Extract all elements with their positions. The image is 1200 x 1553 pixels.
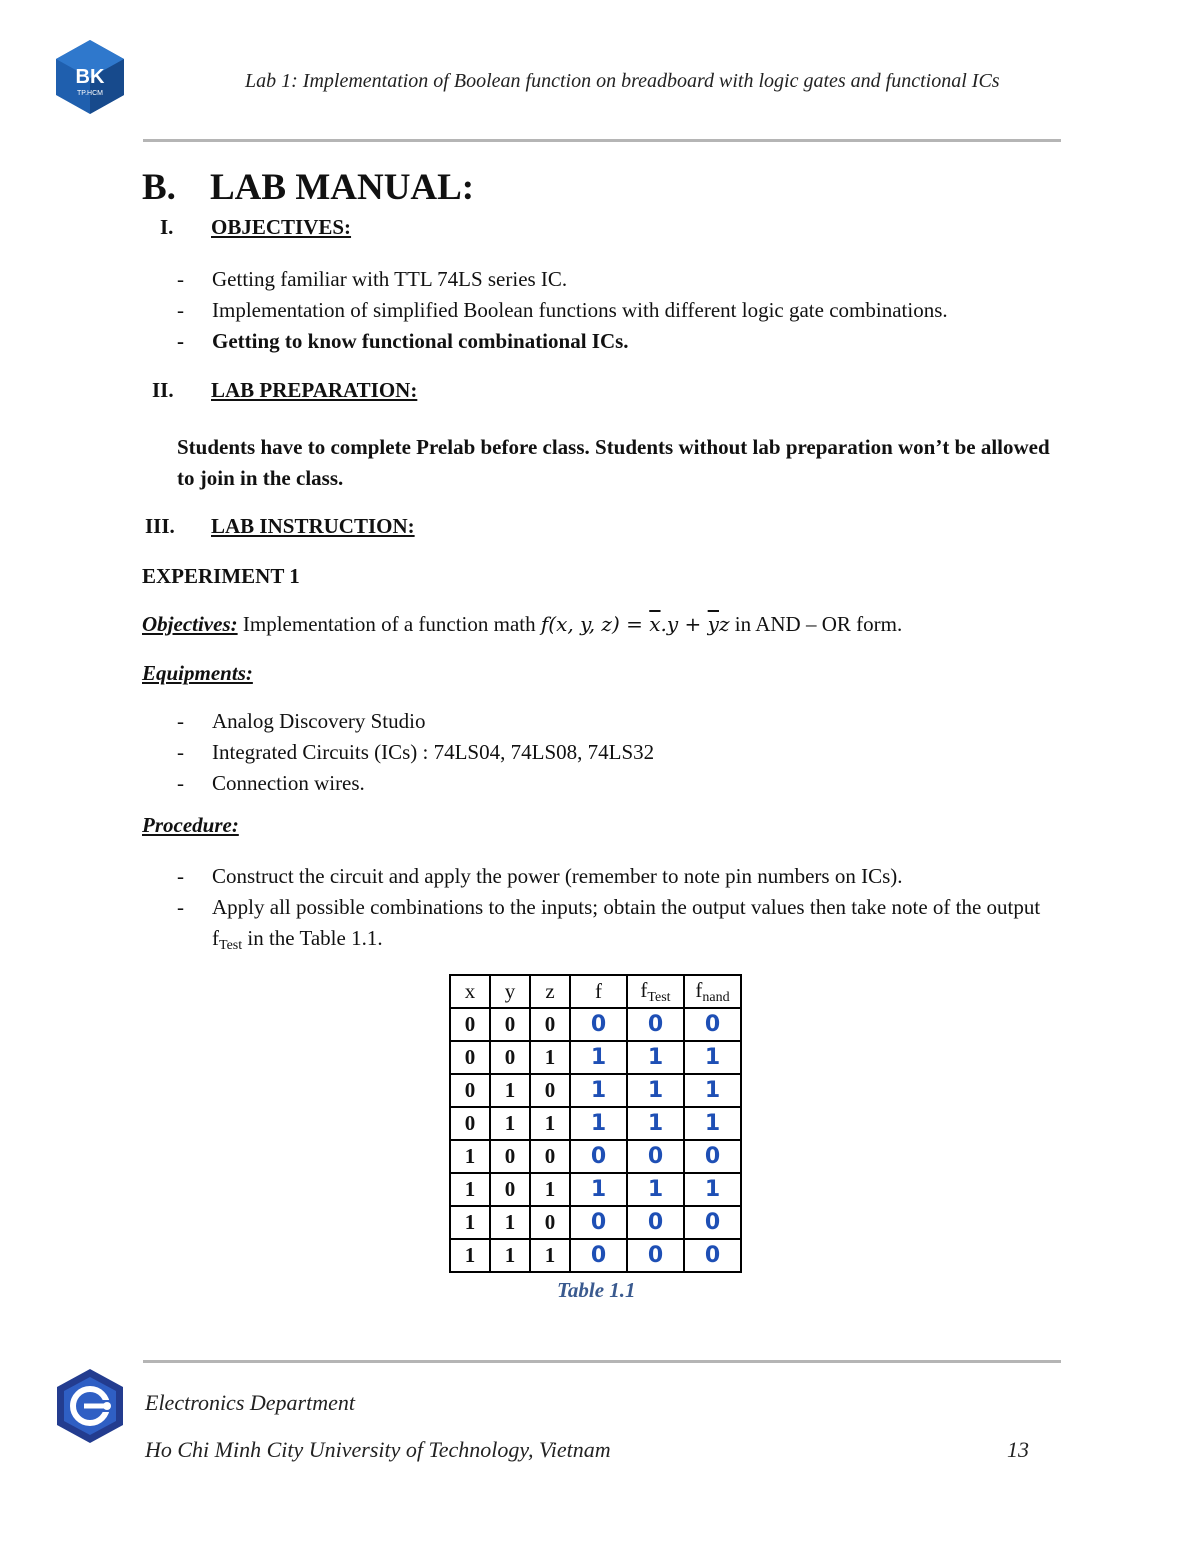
table-cell-y: 1 [490, 1074, 530, 1107]
table-cell-y: 0 [490, 1008, 530, 1041]
section-objectives-heading [160, 215, 351, 240]
table-cell-fnand: 0 [684, 1206, 741, 1239]
footer-university: Ho Chi Minh City University of Technology, Vietnam [145, 1437, 611, 1462]
table-row [450, 1107, 741, 1140]
main-heading [142, 166, 474, 209]
section-number: III. [145, 514, 175, 538]
table-cell-f: 1 [570, 1107, 627, 1140]
equipments-list [177, 706, 1077, 799]
section-number: II. [152, 378, 174, 402]
preparation-notice: Students have to complete Prelab before class. Students without lab preparation won’t be allowed to join in the class. [177, 435, 1050, 490]
table-row [450, 1206, 741, 1239]
table-cell-fnand: 1 [684, 1074, 741, 1107]
table-cell-fnand: 0 [684, 1008, 741, 1041]
section-title: LAB INSTRUCTION: [211, 514, 415, 538]
page-number: 13 [1007, 1437, 1029, 1462]
table-cell-x: 0 [450, 1107, 490, 1140]
procedure-label: Procedure: [142, 813, 239, 837]
footer-department: Electronics Department [145, 1390, 355, 1415]
equipments-label: Equipments: [142, 661, 253, 685]
table-cell-z: 0 [530, 1206, 570, 1239]
table-cell-ftest: 0 [627, 1008, 684, 1041]
column-header-fnand: $f_{nand}$ [684, 975, 741, 1008]
truth-table-body [450, 1008, 741, 1272]
table-cell-f: 1 [570, 1074, 627, 1107]
table-cell-ftest: 0 [627, 1140, 684, 1173]
table-cell-f: 0 [570, 1206, 627, 1239]
main-heading-title: LAB MANUAL: [210, 167, 475, 208]
table-cell-z: 1 [530, 1173, 570, 1206]
procedure-list [177, 861, 1047, 961]
table-cell-f: 0 [570, 1140, 627, 1173]
table-header-row [450, 975, 741, 1008]
section-title: LAB PREPARATION: [211, 378, 418, 402]
table-cell-z: 0 [530, 1008, 570, 1041]
column-header-f: f [570, 975, 627, 1008]
table-cell-f: 0 [570, 1008, 627, 1041]
truth-table [449, 974, 742, 1273]
header-divider [143, 139, 1061, 142]
table-cell-y: 0 [490, 1140, 530, 1173]
experiment-objectives [142, 612, 902, 637]
objectives-text: Implementation of a function math [242, 612, 536, 636]
main-heading-number: B. [142, 167, 176, 208]
list-item: - Getting familiar with TTL 74LS series IC. [177, 264, 1077, 295]
table-cell-fnand: 0 [684, 1140, 741, 1173]
table-row [450, 1173, 741, 1206]
list-item: - Apply all possible combinations to the inputs; obtain the output values then take note of the output $f_{Test}$ in the Table 1.1. [177, 892, 1047, 961]
table-cell-y: 1 [490, 1239, 530, 1272]
table-cell-ftest: 0 [627, 1239, 684, 1272]
table-cell-y: 1 [490, 1206, 530, 1239]
table-cell-fnand: 1 [684, 1041, 741, 1074]
column-header-x: x [450, 975, 490, 1008]
objectives-list [177, 264, 1077, 357]
table-caption: Table 1.1 [557, 1278, 636, 1302]
boolean-formula: f(x, y, $z) = \overline{x}.y + \overline{y}z$ [540, 612, 730, 636]
table-row [450, 1074, 741, 1107]
table-cell-f: 1 [570, 1041, 627, 1074]
column-header-z: z [530, 975, 570, 1008]
table-cell-y: 0 [490, 1041, 530, 1074]
table-cell-fnand: 1 [684, 1173, 741, 1206]
svg-text:TP.HCM: TP.HCM [77, 90, 103, 97]
university-logo-icon [52, 38, 128, 116]
experiment-title: EXPERIMENT 1 [142, 564, 300, 588]
table-cell-ftest: 1 [627, 1074, 684, 1107]
table-cell-z: 1 [530, 1041, 570, 1074]
table-cell-x: 1 [450, 1173, 490, 1206]
table-cell-ftest: 1 [627, 1107, 684, 1140]
section-number: I. [160, 215, 174, 239]
table-cell-f: 0 [570, 1239, 627, 1272]
table-cell-x: 1 [450, 1206, 490, 1239]
column-header-ftest: $f_{Test}$ [627, 975, 684, 1008]
table-cell-ftest: 0 [627, 1206, 684, 1239]
table-cell-x: 1 [450, 1140, 490, 1173]
list-item: - Getting to know functional combinational ICs. [177, 326, 1077, 357]
department-logo-icon [54, 1367, 126, 1445]
list-item: - Analog Discovery Studio [177, 706, 1077, 737]
table-cell-y: 0 [490, 1173, 530, 1206]
column-header-y: y [490, 975, 530, 1008]
footer-divider [143, 1360, 1061, 1363]
table-cell-x: 0 [450, 1008, 490, 1041]
objectives-label: Objectives: [142, 612, 238, 636]
table-row [450, 1140, 741, 1173]
list-item: - Integrated Circuits (ICs) : 74LS04, 74LS08, 74LS32 [177, 737, 1077, 768]
header-title: Lab 1: Implementation of Boolean function on breadboard with logic gates and functional ICs [245, 70, 1000, 92]
table-cell-z: 1 [530, 1239, 570, 1272]
list-item: - Connection wires. [177, 768, 1077, 799]
objectives-suffix: in AND – OR form. [734, 612, 903, 636]
table-cell-z: 0 [530, 1140, 570, 1173]
table-cell-f: 1 [570, 1173, 627, 1206]
table-cell-fnand: 1 [684, 1107, 741, 1140]
table-row [450, 1008, 741, 1041]
table-row [450, 1041, 741, 1074]
table-cell-x: 0 [450, 1041, 490, 1074]
table-cell-x: 0 [450, 1074, 490, 1107]
table-cell-z: 1 [530, 1107, 570, 1140]
section-instruction-heading [145, 514, 415, 539]
table-cell-fnand: 0 [684, 1239, 741, 1272]
list-item: - Implementation of simplified Boolean functions with different logic gate combinations. [177, 295, 1077, 326]
list-item: - Construct the circuit and apply the power (remember to note pin numbers on ICs). [177, 861, 1047, 892]
table-cell-ftest: 1 [627, 1173, 684, 1206]
svg-text:BK: BK [75, 66, 105, 88]
section-title: OBJECTIVES: [211, 215, 352, 239]
table-cell-ftest: 1 [627, 1041, 684, 1074]
table-cell-y: 1 [490, 1107, 530, 1140]
table-cell-z: 0 [530, 1074, 570, 1107]
table-cell-x: 1 [450, 1239, 490, 1272]
section-preparation-heading [152, 378, 417, 403]
table-row [450, 1239, 741, 1272]
